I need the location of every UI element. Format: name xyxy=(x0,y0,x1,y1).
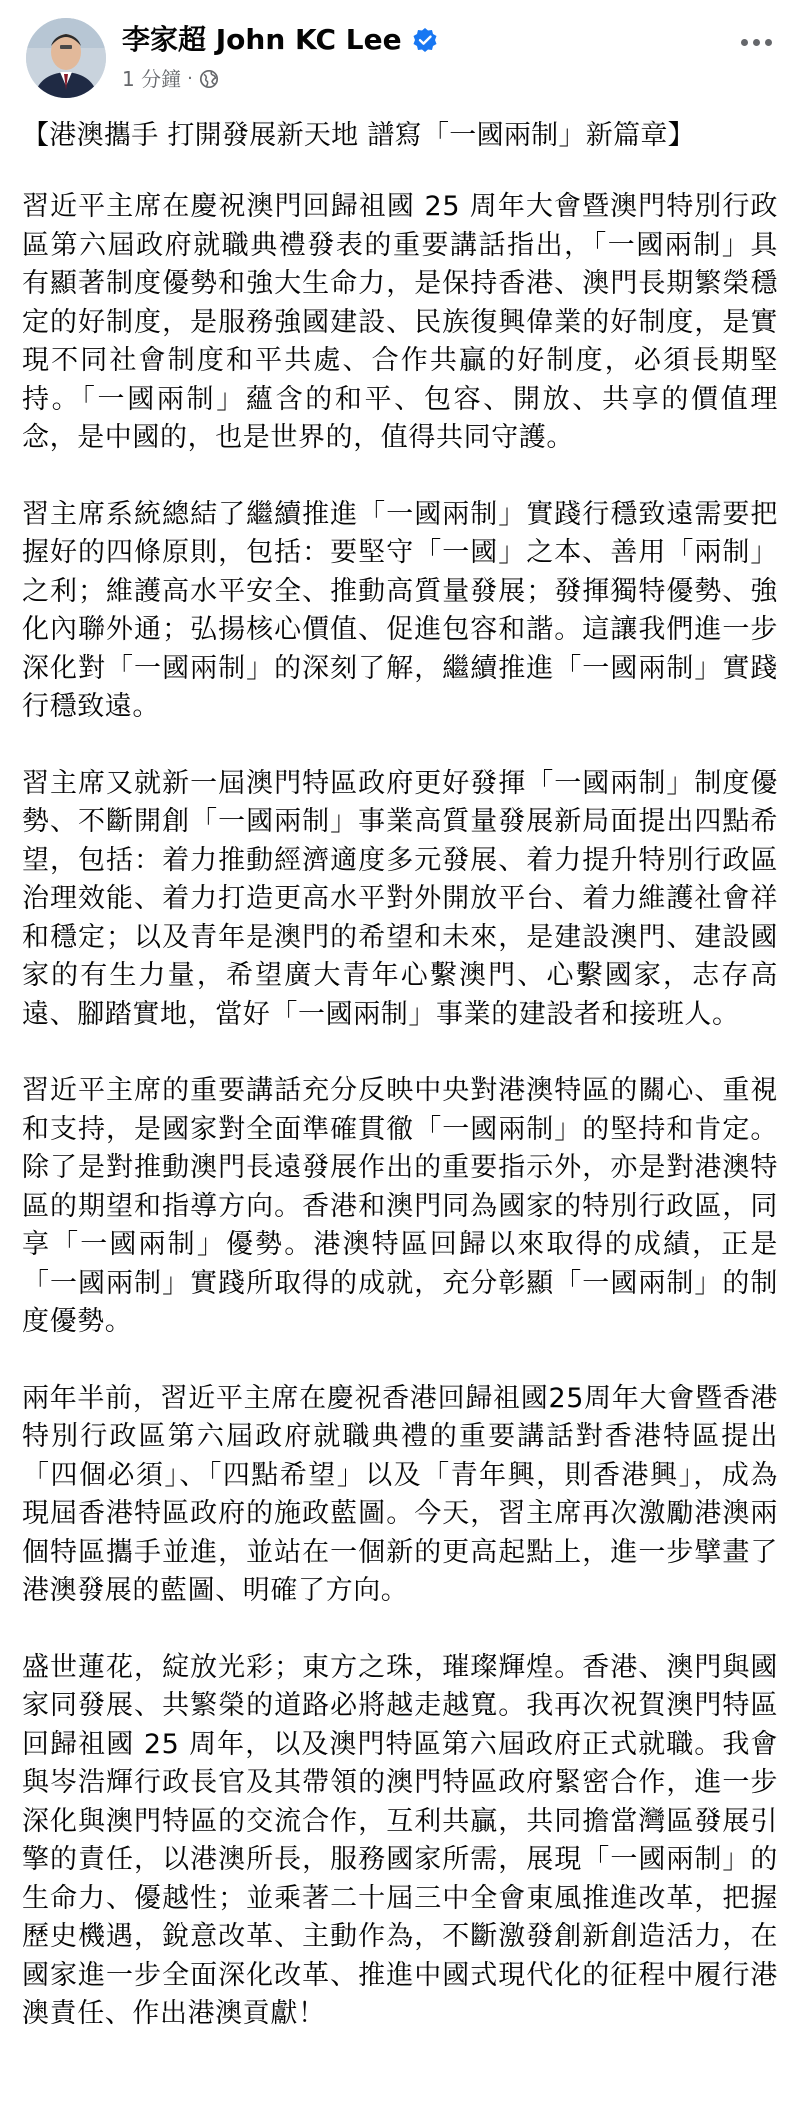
more-options-icon[interactable] xyxy=(734,28,778,56)
post-meta xyxy=(122,66,219,92)
avatar-image xyxy=(26,18,106,98)
more-dot xyxy=(765,39,772,46)
more-dot xyxy=(753,39,760,46)
author-name[interactable]: 李家超 John KC Lee xyxy=(122,23,402,56)
post-paragraph-2: 習主席系統總結了繼續推進「一國兩制」實踐行穩致遠需要把握好的四條原則，包括：要堅守「一國」之本、善用「兩制」之利；維護高水平安全、推動高質量發展；發揮獨特優勢、強化內聯外通；弘揚核心價值、促進包容和諧。這讓我們進一步深化對「一國兩制」的深刻了解，繼續推進「一國兩制」實踐行穩致遠。 xyxy=(22,498,778,722)
post-body xyxy=(22,116,778,2072)
post-paragraph-5: 兩年半前，習近平主席在慶祝香港回歸祖國25周年大會暨香港特別行政區第六屆政府就職典禮的重要講話對香港特區提出「四個必須」、「四點希望」以及「青年興，則香港興」，成為現屆香港特區政府的施政藍圖。今天，習主席再次激勵港澳兩個特區攜手並進，並站在一個新的更高起點上，進一步擘畫了港澳發展的藍圖、明確了方向。 xyxy=(22,1382,778,1606)
post-title: 【港澳攜手 打開發展新天地 譜寫「一國兩制」新篇章】 xyxy=(22,120,695,151)
post-paragraph-4: 習近平主席的重要講話充分反映中央對港澳特區的關心、重視和支持，是國家對全面準確貫徹「一國兩制」的堅持和肯定。除了是對推動澳門長遠發展作出的重要指示外，亦是對港澳特區的期望和指導方向。香港和澳門同為國家的特別行政區，同享「一國兩制」優勢。港澳特區回歸以來取得的成績，正是「一國兩制」實踐所取得的成就，充分彰顯「一國兩制」的制度優勢。 xyxy=(22,1075,778,1337)
verified-badge-icon xyxy=(412,27,438,53)
more-dot xyxy=(741,39,748,46)
globe-icon xyxy=(199,69,219,89)
post-timestamp[interactable]: 1 分鐘 xyxy=(122,67,182,91)
post-header xyxy=(0,0,800,112)
post-paragraph-3: 習主席又就新一屆澳門特區政府更好發揮「一國兩制」制度優勢、不斷開創「一國兩制」事業高質量發展新局面提出四點希望，包括：着力推動經濟適度多元發展、着力提升特別行政區治理效能、着力打造更高水平對外開放平台、着力維護社會祥和穩定；以及青年是澳門的希望和未來，是建設澳門、建設國家的有生力量，希望廣大青年心繫澳門、心繫國家，志存高遠、腳踏實地，當好「一國兩制」事業的建設者和接班人。 xyxy=(22,767,778,1030)
post-paragraph-1: 習近平主席在慶祝澳門回歸祖國 25 周年大會暨澳門特別行政區第六屆政府就職典禮發表的重要講話指出，「一國兩制」具有顯著制度優勢和強大生命力，是保持香港、澳門長期繁榮穩定的好制度，是服務強國建設、民族復興偉業的好制度，是實現不同社會制度和平共處、合作共贏的好制度，必須長期堅持。「一國兩制」蘊含的和平、包容、開放、共享的價值理念，是中國的，也是世界的，值得共同守護。 xyxy=(22,191,778,453)
post-paragraph-6: 盛世蓮花，綻放光彩；東方之珠，璀璨輝煌。香港、澳門與國家同發展、共繁榮的道路必將越走越寬。我再次祝賀澳門特區回歸祖國 25 周年，以及澳門特區第六屆政府正式就職。我會與岑浩輝行政長官及其帶領的澳門特區政府緊密合作，進一步深化與澳門特區的交流合作，互利共贏，共同擔當灣區發展引擎的責任，以港澳所長，服務國家所需，展現「一國兩制」的生命力、優越性；並乘著二十屆三中全會東風推進改革，把握歷史機遇，銳意改革、主動作為，不斷激發創新創造活力，在國家進一步全面深化改革、推進中國式現代化的征程中履行港澳責任、作出港澳貢獻！ xyxy=(22,1651,778,2029)
avatar[interactable] xyxy=(26,18,106,98)
meta-separator: · xyxy=(187,68,193,89)
author-row xyxy=(122,22,438,58)
